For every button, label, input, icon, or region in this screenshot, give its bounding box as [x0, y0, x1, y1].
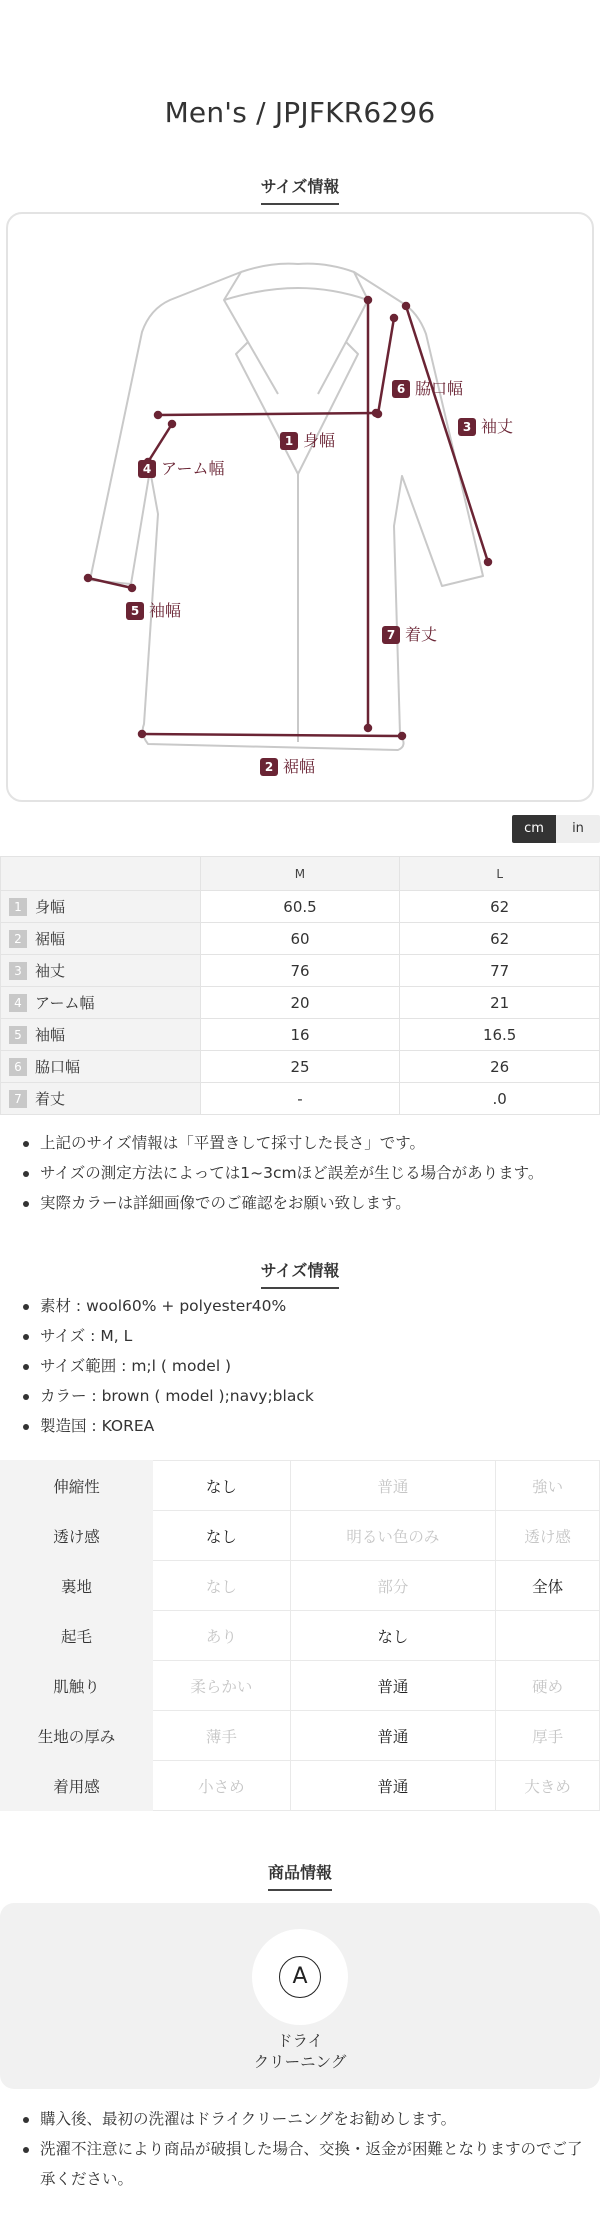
table-row	[1, 891, 600, 923]
table-row	[1, 1661, 600, 1711]
table-row	[1, 1051, 600, 1083]
dry-clean-icon: A	[279, 1956, 321, 1998]
table-row	[1, 1711, 600, 1761]
row-label-text: 袖丈	[35, 962, 66, 980]
size-value-cell: 62	[400, 891, 600, 923]
table-row	[1, 1761, 600, 1811]
size-value-cell: 60.5	[200, 891, 400, 923]
measure-number-badge: 3	[458, 418, 476, 436]
fabric-feel-option: 強い	[496, 1461, 600, 1511]
diagram-label-3: 3 袖丈	[458, 414, 513, 437]
unit-cm-button[interactable]: cm	[512, 815, 556, 843]
fabric-feel-label: 着用感	[1, 1761, 153, 1811]
row-label-text: 身幅	[35, 898, 66, 916]
table-row	[1, 1461, 600, 1511]
fabric-feel-option: なし	[153, 1461, 291, 1511]
fabric-feel-label: 裏地	[1, 1561, 153, 1611]
fabric-feel-label: 生地の厚み	[1, 1711, 153, 1761]
fabric-feel-option: 普通	[290, 1461, 495, 1511]
care-notes	[20, 2104, 590, 2194]
size-row-label	[1, 1051, 201, 1083]
size-value-cell: 76	[200, 955, 400, 987]
size-value-cell: 25	[200, 1051, 400, 1083]
row-number-badge: 4	[9, 994, 27, 1012]
row-label-text: アーム幅	[35, 994, 95, 1012]
fabric-feel-option: 硬め	[496, 1661, 600, 1711]
fabric-feel-label: 肌触り	[1, 1661, 153, 1711]
spec-section-heading: サイズ情報	[0, 1258, 600, 1289]
fabric-feel-table	[0, 1460, 600, 1811]
measure-number-badge: 1	[280, 432, 298, 450]
diagram-label-1: 1 身幅	[280, 428, 335, 451]
fabric-feel-option: 全体	[496, 1561, 600, 1611]
table-row	[1, 1611, 600, 1661]
list-item: 製造国 : KOREA	[20, 1411, 590, 1441]
fabric-feel-label: 伸縮性	[1, 1461, 153, 1511]
list-item: 実際カラーは詳細画像でのご確認をお願い致します。	[20, 1188, 590, 1218]
fabric-feel-option: 普通	[290, 1711, 495, 1761]
size-value-cell: 60	[200, 923, 400, 955]
measure-number-badge: 4	[138, 460, 156, 478]
fabric-feel-label: 透け感	[1, 1511, 153, 1561]
size-value-cell: 77	[400, 955, 600, 987]
size-header-blank	[1, 857, 201, 891]
table-row	[1, 1561, 600, 1611]
size-value-cell: 20	[200, 987, 400, 1019]
care-box	[0, 1903, 600, 2089]
fabric-feel-option: 透け感	[496, 1511, 600, 1561]
list-item: サイズ : M, L	[20, 1321, 590, 1351]
size-diagram	[6, 212, 594, 802]
fabric-feel-option	[496, 1611, 600, 1661]
row-label-text: 脇口幅	[35, 1058, 81, 1076]
diagram-label-7: 7 着丈	[382, 622, 437, 645]
fabric-feel-option: 大きめ	[496, 1761, 600, 1811]
size-value-cell: 62	[400, 923, 600, 955]
measure-lines	[85, 297, 491, 739]
fabric-feel-option: 柔らかい	[153, 1661, 291, 1711]
care-label: ドライ クリーニング	[253, 2032, 347, 2071]
table-row	[1, 1511, 600, 1561]
diagram-label-6: 6 脇口幅	[392, 376, 463, 399]
table-row	[1, 955, 600, 987]
unit-toggle	[512, 815, 600, 843]
size-row-label	[1, 1083, 201, 1115]
size-row-label	[1, 923, 201, 955]
list-item: 購入後、最初の洗濯はドライクリーニングをお勧めします。	[20, 2104, 590, 2134]
size-value-cell: 21	[400, 987, 600, 1019]
product-title: Men's / JPJFKR6296	[164, 96, 436, 129]
product-info-heading: 商品情報	[0, 1860, 600, 1891]
fabric-feel-option: 明るい色のみ	[290, 1511, 495, 1561]
list-item: サイズの測定方法によっては1~3cmほど誤差が生じる場合があります。	[20, 1158, 590, 1188]
fabric-feel-option: なし	[290, 1611, 495, 1661]
list-item: カラー : brown ( model );navy;black	[20, 1381, 590, 1411]
table-row	[1, 923, 600, 955]
size-header-m: M	[200, 857, 400, 891]
size-table	[0, 856, 600, 1115]
size-value-cell: -	[200, 1083, 400, 1115]
row-number-badge: 1	[9, 898, 27, 916]
list-item: サイズ範囲 : m;l ( model )	[20, 1351, 590, 1381]
diagram-label-5: 5 袖幅	[126, 598, 181, 621]
table-row	[1, 1083, 600, 1115]
list-item: 上記のサイズ情報は「平置きして採寸した長さ」です。	[20, 1128, 590, 1158]
row-number-badge: 5	[9, 1026, 27, 1044]
fabric-feel-label: 起毛	[1, 1611, 153, 1661]
size-table-header	[1, 857, 600, 891]
row-number-badge: 2	[9, 930, 27, 948]
spec-list	[20, 1291, 590, 1441]
size-row-label	[1, 891, 201, 923]
table-row	[1, 1019, 600, 1051]
fabric-feel-option: 厚手	[496, 1711, 600, 1761]
size-value-cell: 26	[400, 1051, 600, 1083]
size-notes	[20, 1128, 590, 1218]
fabric-feel-option: 小さめ	[153, 1761, 291, 1811]
size-row-label	[1, 1019, 201, 1051]
list-item: 洗濯不注意により商品が破損した場合、交換・返金が困難となりますのでご了承ください。	[20, 2134, 590, 2194]
size-row-label	[1, 955, 201, 987]
size-value-cell: .0	[400, 1083, 600, 1115]
fabric-feel-option: なし	[153, 1561, 291, 1611]
fabric-feel-option: 普通	[290, 1661, 495, 1711]
diagram-label-4: 4 アーム幅	[138, 456, 225, 479]
fabric-feel-option: あり	[153, 1611, 291, 1661]
fabric-feel-option: 薄手	[153, 1711, 291, 1761]
size-row-label	[1, 987, 201, 1019]
measure-number-badge: 7	[382, 626, 400, 644]
unit-in-button[interactable]: in	[556, 815, 600, 843]
row-number-badge: 6	[9, 1058, 27, 1076]
size-section-heading: サイズ情報	[0, 174, 600, 205]
size-value-cell: 16	[200, 1019, 400, 1051]
care-icon-circle	[252, 1929, 348, 2025]
row-label-text: 袖幅	[35, 1026, 66, 1044]
coat-diagram	[8, 214, 596, 804]
coat-outline	[90, 264, 483, 750]
row-label-text: 着丈	[35, 1090, 66, 1108]
fabric-feel-option: 部分	[290, 1561, 495, 1611]
row-number-badge: 3	[9, 962, 27, 980]
row-label-text: 裾幅	[35, 930, 66, 948]
table-row	[1, 987, 600, 1019]
diagram-label-2: 2 裾幅	[260, 754, 315, 777]
measure-number-badge: 2	[260, 758, 278, 776]
fabric-feel-option: 普通	[290, 1761, 495, 1811]
measure-number-badge: 6	[392, 380, 410, 398]
measure-number-badge: 5	[126, 602, 144, 620]
row-number-badge: 7	[9, 1090, 27, 1108]
list-item: 素材 : wool60% + polyester40%	[20, 1291, 590, 1321]
size-header-l: L	[400, 857, 600, 891]
size-value-cell: 16.5	[400, 1019, 600, 1051]
fabric-feel-option: なし	[153, 1511, 291, 1561]
